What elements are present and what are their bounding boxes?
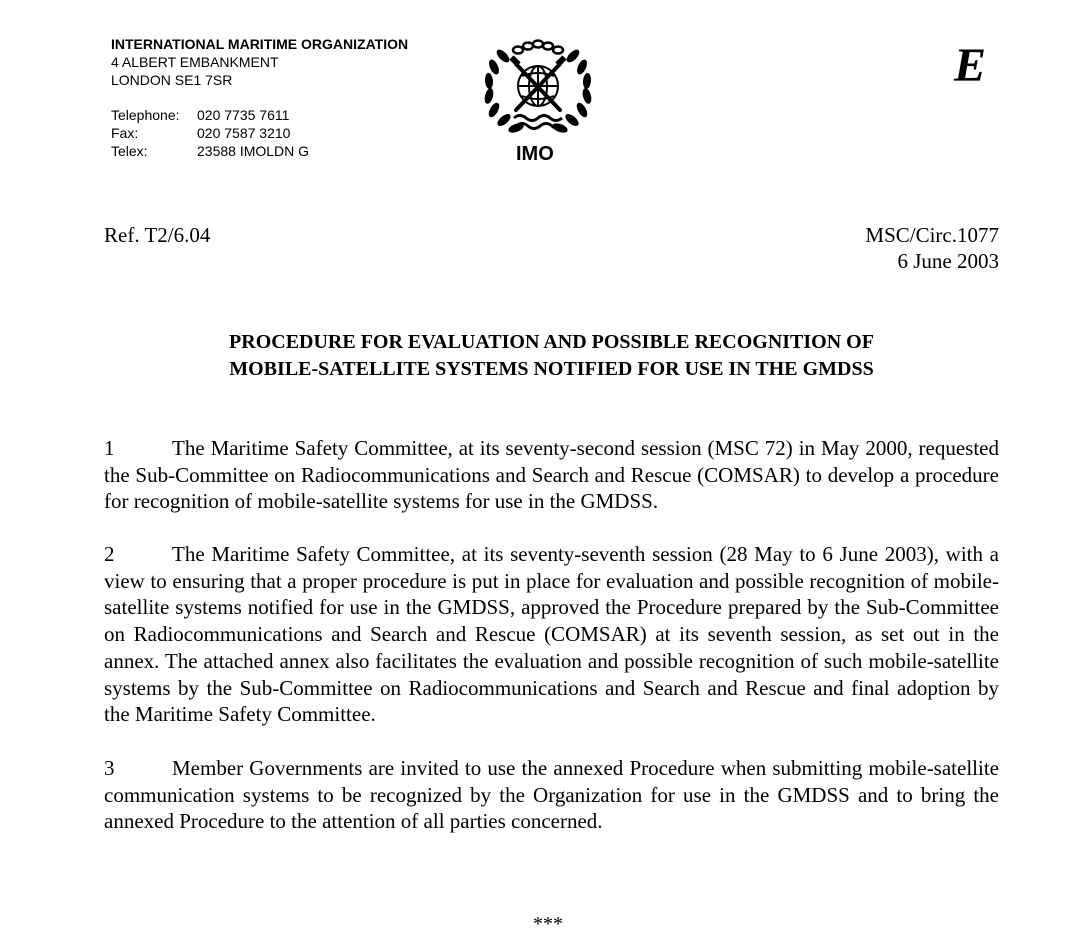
address-line-1: 4 ALBERT EMBANKMENT <box>111 54 279 70</box>
org-address-block <box>111 35 408 89</box>
reference-code: Ref. T2/6.04 <box>104 223 211 247</box>
contact-label: Telephone: <box>111 107 180 123</box>
document-number: MSC/Circ.1077 <box>865 223 999 247</box>
paragraph-number: 2 <box>104 542 115 566</box>
contact-block <box>111 106 309 160</box>
address-line-2: LONDON SE1 7SR <box>111 72 233 88</box>
contact-row-telex <box>111 142 309 160</box>
language-mark: E <box>954 39 987 92</box>
contact-value: 23588 IMOLDN G <box>197 143 310 159</box>
paragraph-text: The Maritime Safety Committee, at its seventy-second session (MSC 72) in May 2000, requested the Sub-Committee on Radiocommunications and Search and Rescue (COMSAR) to develop a procedure for recognition of mobile-satellite systems for use in the GMDSS. <box>104 436 999 514</box>
paragraph-1 <box>104 435 999 515</box>
paragraph-3 <box>104 755 999 835</box>
document-reference-block <box>865 222 999 274</box>
emblem-label: IMO <box>516 143 554 165</box>
contact-label: Fax: <box>111 125 139 141</box>
paragraph-text: The Maritime Safety Committee, at its seventy-seventh session (28 May to 6 June 2003), with a view to ensuring that a proper procedure is put in place for evaluation and possible recognition of mobile-satellite systems notified for use in the GMDSS, approved the Procedure prepared by the Sub-Committee on Radiocommunications and Search and Rescue (COMSAR) at its seventh session, as set out in the annex. The attached annex also facilitates the evaluation and possible recognition of such mobile-satellite systems by the Sub-Committee on Radiocommunications and Search and Rescue and final adoption by the Maritime Safety Committee. <box>104 542 999 727</box>
contact-value: 020 7735 7611 <box>197 107 290 123</box>
document-title <box>104 329 999 383</box>
paragraph-number: 1 <box>104 436 115 460</box>
section-separator: *** <box>533 913 563 935</box>
contact-row-telephone <box>111 106 309 124</box>
org-name: INTERNATIONAL MARITIME ORGANIZATION <box>111 36 409 52</box>
paragraph-number: 3 <box>104 756 115 780</box>
contact-row-fax <box>111 124 309 142</box>
contact-value: 020 7587 3210 <box>197 125 291 141</box>
contact-label: Telex: <box>111 143 148 159</box>
paragraph-2 <box>104 541 999 728</box>
paragraph-text: Member Governments are invited to use the annexed Procedure when submitting mobile-satellite communication systems to be recognized by the Organization for use in the GMDSS and to bring the annexed Procedure to the attention of all parties concerned. <box>104 756 999 834</box>
title-line-1: PROCEDURE FOR EVALUATION AND POSSIBLE RECOGNITION OF <box>229 331 874 353</box>
title-line-2: MOBILE-SATELLITE SYSTEMS NOTIFIED FOR USE IN THE GMDSS <box>229 358 874 380</box>
document-date: 6 June 2003 <box>897 249 999 273</box>
imo-emblem-icon <box>480 38 596 140</box>
